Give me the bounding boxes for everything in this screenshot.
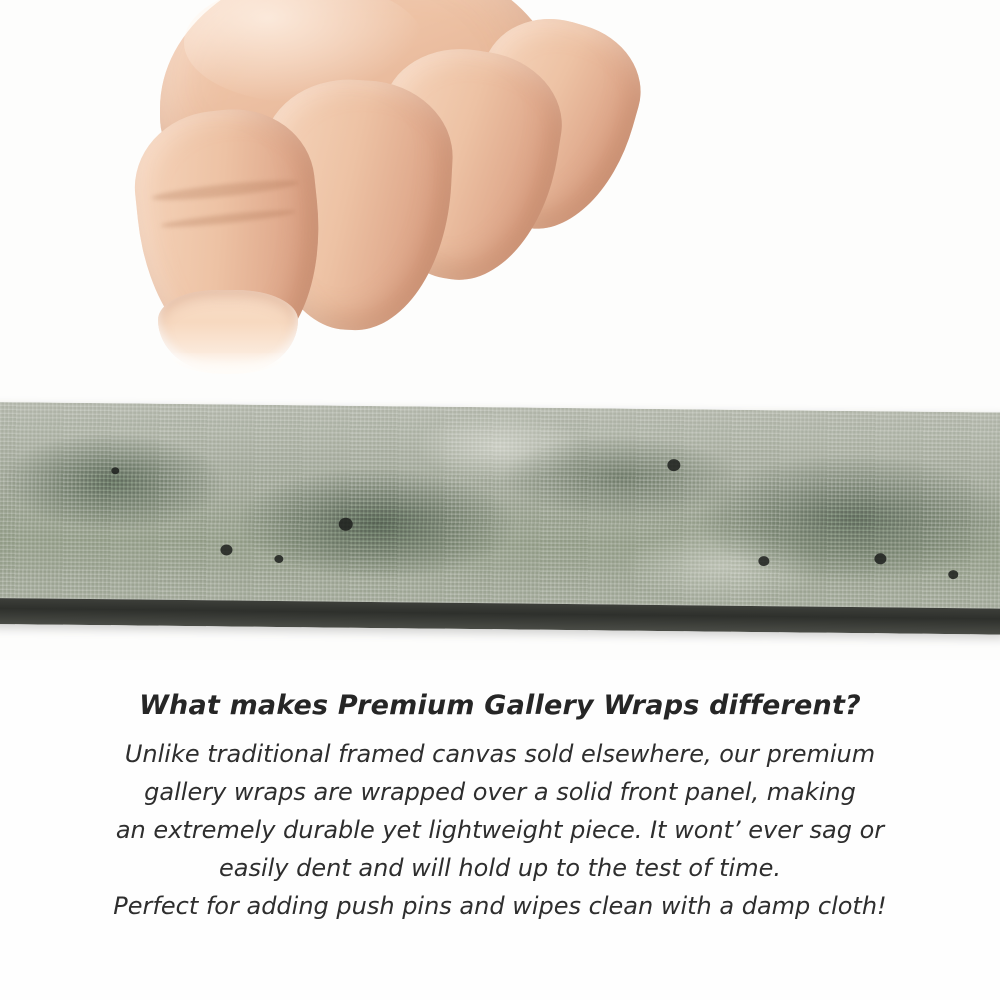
hand-illustration	[120, 0, 560, 430]
finger-crease	[160, 207, 296, 230]
caption-title: What makes Premium Gallery Wraps different?	[139, 690, 861, 721]
caption-line: Perfect for adding push pins and wipes clean with a damp cloth!	[113, 892, 887, 920]
fingernail	[158, 290, 298, 372]
canvas-speck	[339, 518, 353, 531]
canvas-speck	[274, 555, 283, 563]
caption-line: easily dent and will hold up to the test of time.	[218, 854, 781, 882]
canvas-speck	[948, 570, 958, 579]
canvas-speck	[111, 467, 119, 474]
canvas-speck	[874, 553, 886, 564]
canvas-speck	[667, 459, 680, 471]
canvas-weave-texture	[0, 402, 1000, 609]
caption-block	[0, 690, 1000, 925]
canvas-speck	[758, 556, 769, 566]
caption-line: Unlike traditional framed canvas sold elsewhere, our premium	[124, 740, 876, 768]
canvas-wrap-slab	[0, 402, 1000, 635]
canvas-speck	[220, 544, 232, 555]
finger-crease	[151, 177, 299, 204]
caption-line: an extremely durable yet lightweight piece. It wont’ ever sag or	[115, 816, 885, 844]
caption-line: gallery wraps are wrapped over a solid front panel, making	[144, 778, 856, 806]
